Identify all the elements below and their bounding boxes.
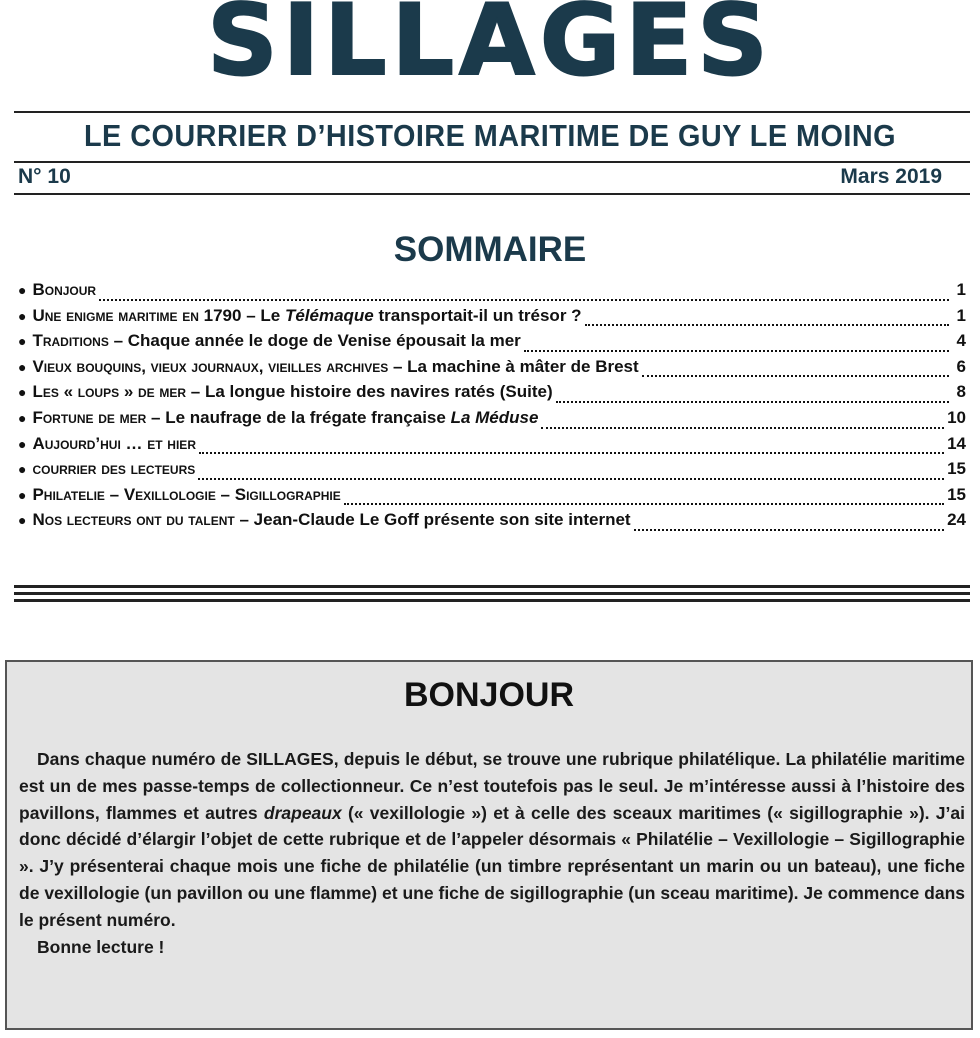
toc-title-italic: Télémaque bbox=[284, 305, 374, 325]
toc-separator: – bbox=[108, 331, 128, 351]
toc-leader bbox=[634, 529, 945, 531]
toc-section: Philatelie – Vexillologie – Sigillographie bbox=[32, 484, 341, 504]
toc-leader bbox=[344, 503, 944, 505]
toc-separator: – bbox=[388, 356, 408, 376]
toc-leader bbox=[541, 427, 944, 429]
bonjour-paragraph bbox=[19, 746, 965, 934]
bonjour-box bbox=[5, 660, 973, 1030]
toc-section: Traditions bbox=[32, 331, 109, 351]
table-of-contents bbox=[18, 280, 966, 536]
toc-page: 15 bbox=[947, 484, 966, 504]
toc-section: Fortune de mer bbox=[32, 407, 147, 427]
masthead-title: SILLAGES bbox=[207, 0, 773, 98]
toc-page: 24 bbox=[947, 510, 966, 530]
toc-title: Le naufrage de la frégate française bbox=[165, 407, 451, 427]
bullet-icon: ● bbox=[18, 307, 27, 324]
sommaire-title: SOMMAIRE bbox=[393, 230, 587, 269]
bullet-icon: ● bbox=[18, 282, 27, 298]
toc-section: Une enigme maritime en 1790 bbox=[32, 305, 242, 325]
toc-section: Bonjour bbox=[32, 280, 97, 299]
bullet-icon: ● bbox=[18, 384, 27, 401]
masthead-subtitle: LE COURRIER D’HISTOIRE MARITIME DE GUY LE MOING bbox=[83, 118, 897, 153]
bullet-icon: ● bbox=[18, 409, 27, 426]
bullet-icon: ● bbox=[18, 333, 27, 350]
bonjour-paragraph-part: Dans chaque numéro de SILLAGES, depuis le début, se trouve une rubrique philatélique. La philatélie maritime est un de mes passe-temps de collectionneur. Ce n’est toutefois pas le seul. Je m’intéresse aussi à l’histoire des pavillons, flammes et autres bbox=[19, 749, 965, 823]
bonjour-title: BONJOUR bbox=[403, 676, 575, 714]
toc-separator: – bbox=[146, 407, 166, 427]
toc-title: La machine à mâter de Brest bbox=[407, 356, 639, 376]
section-divider-line bbox=[14, 585, 970, 588]
toc-title: Jean-Claude Le Goff présente son site internet bbox=[253, 510, 631, 530]
toc-entry[interactable] bbox=[18, 280, 966, 306]
toc-section: courrier des lecteurs bbox=[32, 459, 196, 479]
toc-entry[interactable] bbox=[18, 408, 966, 434]
toc-title: La longue histoire des navires ratés (Suite) bbox=[204, 382, 553, 402]
bonjour-signoff: Bonne lecture ! bbox=[37, 936, 165, 957]
section-divider-line bbox=[14, 599, 970, 602]
bullet-icon: ● bbox=[18, 435, 27, 452]
toc-leader bbox=[199, 452, 944, 454]
toc-page: 8 bbox=[956, 382, 966, 402]
toc-section: Aujourd’hui … et hier bbox=[32, 433, 196, 453]
toc-title: Chaque année le doge de Venise épousait la mer bbox=[127, 331, 521, 351]
toc-title-italic: La Méduse bbox=[450, 407, 539, 427]
toc-page: 14 bbox=[947, 433, 966, 453]
toc-entry[interactable] bbox=[18, 357, 966, 383]
toc-section: Vieux bouquins, vieux journaux, vieilles archives bbox=[32, 356, 389, 376]
toc-title-after: transportait-il un trésor ? bbox=[373, 305, 582, 325]
bonjour-emphasis: drapeaux bbox=[263, 802, 342, 823]
bonjour-paragraph-part: (« vexillologie ») et à celle des sceaux maritimes (« sigillographie »). J’ai donc décidé d’élargir l’objet de cette rubrique et de l’appeler désormais « Philatélie – Vexillologie – Sigillographie ». J’y présenterai chaque mois une fiche de philatélie (un timbre représentant un marin ou un bateau), une fiche de vexillologie (un pavillon ou une flamme) et une fiche de sigillographie (un sceau maritime). Je commence dans le présent numéro. bbox=[19, 802, 965, 930]
toc-leader bbox=[642, 375, 949, 377]
masthead-rule-bottom bbox=[14, 193, 970, 195]
issue-date: Mars 2019 bbox=[840, 165, 942, 188]
toc-page: 15 bbox=[947, 459, 966, 479]
toc-entry[interactable] bbox=[18, 306, 966, 332]
toc-separator: – bbox=[234, 510, 254, 530]
toc-page: 6 bbox=[956, 356, 966, 376]
toc-title: Le bbox=[260, 305, 285, 325]
toc-section: Les « loups » de mer bbox=[32, 382, 187, 402]
toc-separator: – bbox=[241, 305, 261, 325]
toc-page: 1 bbox=[956, 280, 966, 299]
toc-leader bbox=[524, 350, 949, 352]
toc-leader bbox=[556, 401, 949, 403]
toc-page: 1 bbox=[956, 305, 966, 325]
toc-entry[interactable] bbox=[18, 331, 966, 357]
toc-leader bbox=[585, 324, 949, 326]
toc-entry[interactable] bbox=[18, 510, 966, 536]
toc-leader bbox=[198, 478, 944, 480]
bullet-icon: ● bbox=[18, 461, 27, 478]
toc-entry[interactable] bbox=[18, 485, 966, 511]
toc-page: 10 bbox=[947, 407, 966, 427]
issue-number: N° 10 bbox=[18, 165, 71, 188]
toc-entry[interactable] bbox=[18, 459, 966, 485]
toc-entry[interactable] bbox=[18, 434, 966, 460]
bullet-icon: ● bbox=[18, 512, 27, 529]
bonjour-body bbox=[19, 746, 965, 960]
toc-section: Nos lecteurs ont du talent bbox=[32, 510, 235, 530]
bullet-icon: ● bbox=[18, 358, 27, 375]
toc-page: 4 bbox=[956, 331, 966, 351]
masthead-rule-middle bbox=[14, 161, 970, 163]
section-divider-line bbox=[14, 592, 970, 595]
masthead-rule-top bbox=[14, 111, 970, 113]
toc-entry[interactable] bbox=[18, 382, 966, 408]
toc-separator: – bbox=[186, 382, 205, 402]
bullet-icon: ● bbox=[18, 486, 27, 503]
toc-leader bbox=[99, 299, 949, 301]
